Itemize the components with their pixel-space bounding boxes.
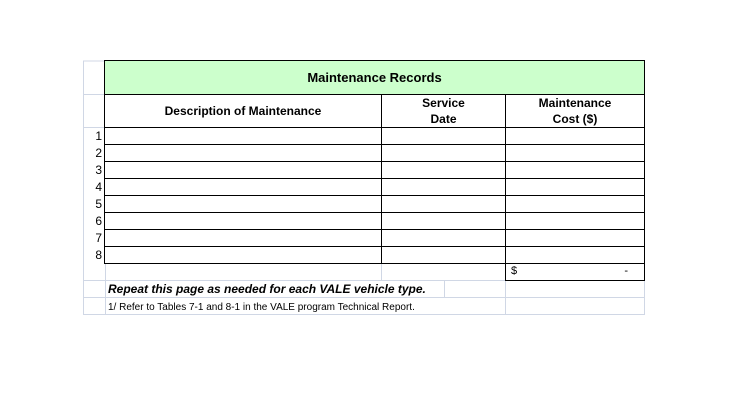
description-cell[interactable]	[105, 162, 381, 178]
row-number: 7	[95, 231, 102, 245]
cost-column-header	[506, 95, 644, 127]
description-cell[interactable]	[105, 196, 381, 212]
cost-header-line1: Maintenance	[538, 96, 612, 110]
description-cell[interactable]	[105, 230, 381, 246]
cost-cell[interactable]	[506, 247, 644, 263]
cost-cell[interactable]	[506, 213, 644, 229]
row-number: 5	[95, 197, 102, 211]
repeat-page-note: Repeat this page as needed for each VALE vehicle type.	[108, 282, 426, 296]
description-cell[interactable]	[105, 247, 381, 263]
description-column-header	[105, 95, 381, 127]
service-date-cell[interactable]	[382, 145, 505, 161]
service-date-cell[interactable]	[382, 230, 505, 246]
service-date-header-line1: Service	[422, 96, 465, 110]
description-header-label: Description of Maintenance	[164, 104, 322, 118]
cost-cell[interactable]	[506, 230, 644, 246]
row-number: 6	[95, 214, 102, 228]
description-cell[interactable]	[105, 179, 381, 195]
description-cell[interactable]	[105, 128, 381, 144]
cost-cell[interactable]	[506, 179, 644, 195]
service-date-cell[interactable]	[382, 162, 505, 178]
service-date-cell[interactable]	[382, 196, 505, 212]
row-number: 8	[95, 248, 102, 262]
currency-symbol: $	[511, 265, 518, 277]
row-number: 2	[95, 146, 102, 160]
service-date-header-line2: Date	[430, 112, 457, 126]
cost-cell[interactable]	[506, 145, 644, 161]
cost-cell[interactable]	[506, 196, 644, 212]
service-date-cell[interactable]	[382, 128, 505, 144]
service-date-cell[interactable]	[382, 179, 505, 195]
footnote: 1/ Refer to Tables 7-1 and 8-1 in the VALE program Technical Report.	[108, 302, 415, 313]
service-date-column-header	[382, 95, 505, 127]
description-cell[interactable]	[105, 145, 381, 161]
service-date-cell[interactable]	[382, 213, 505, 229]
service-date-cell[interactable]	[382, 247, 505, 263]
cost-header-line2: Cost ($)	[552, 112, 598, 126]
total-cost-cell[interactable]	[506, 264, 644, 280]
cost-cell[interactable]	[506, 162, 644, 178]
description-cell[interactable]	[105, 213, 381, 229]
cost-cell[interactable]	[506, 128, 644, 144]
row-number: 4	[95, 180, 102, 194]
form-title: Maintenance Records	[105, 61, 644, 94]
total-cost-value: -	[624, 265, 628, 277]
row-number: 3	[95, 163, 102, 177]
row-number: 1	[95, 129, 102, 143]
